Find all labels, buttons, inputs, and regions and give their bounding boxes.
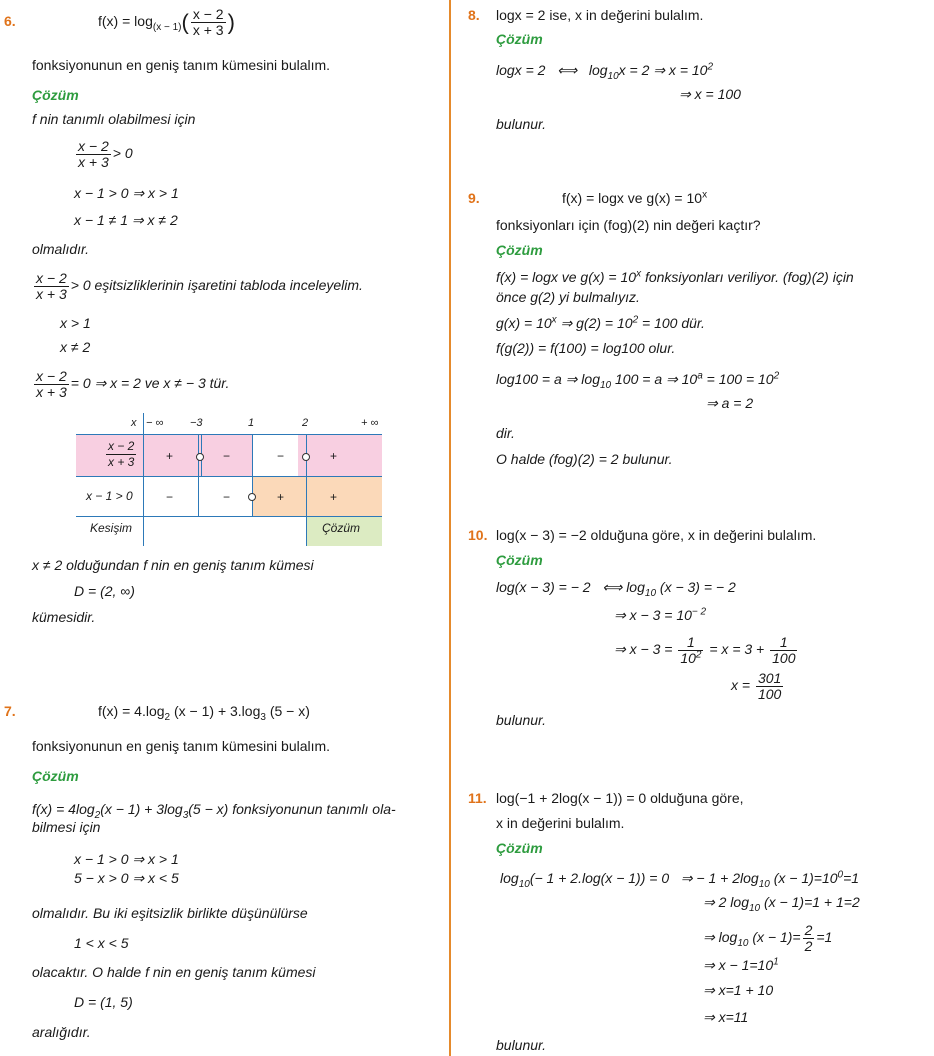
q10-statement: log(x − 3) = −2 olduğuna göre, x in değerini bulalım. — [496, 527, 817, 543]
problem-number-8: 8. — [468, 7, 480, 23]
q10-end: bulunur. — [496, 712, 547, 728]
q6-domain: D = (2, ∞) — [74, 583, 135, 599]
tick-neg-inf: − ∞ — [146, 417, 164, 429]
q7-cond2: 5 − x > 0 ⇒ x < 5 — [74, 870, 179, 886]
problem-number-6: 6. — [4, 13, 16, 29]
table-x-label: x — [131, 417, 137, 429]
q7-line3: olmalıdır. Bu iki eşitsizlik birlikte düşünülürse — [32, 905, 308, 921]
row1-sign-2: − — [223, 449, 231, 463]
q9-line2: önce g(2) yi bulmalıyız. — [496, 289, 640, 305]
q11-statement1: log(−1 + 2log(x − 1)) = 0 olduğuna göre, — [496, 790, 744, 806]
q9-line1: f(x) = logx ve $g(x) = 10^x$ fonksiyonları veriliyor. (fog)(2) için — [496, 268, 854, 285]
q9-line3: $g(x) = 10^x$ ⇒ $g(2) = 10^2 = 100$ dür. — [496, 314, 705, 331]
q7-line1: $f(x) = 4\log_2(x - 1) + 3\log_3(5 - x)$ fonksiyonunun tanımlı ola- — [32, 801, 396, 821]
column-divider — [449, 0, 451, 1056]
row1-sign-4: + — [330, 449, 338, 463]
q6-condition2: x − 1 ≠ 1 ⇒ x ≠ 2 — [74, 212, 178, 228]
kesisim-label: Kesişim — [90, 521, 133, 535]
q7-line4: olacaktır. O halde f nin en geniş tanım kümesi — [32, 964, 316, 980]
q8-solution-heading: Çözüm — [496, 31, 543, 47]
q11-end: bulunur. — [496, 1037, 547, 1053]
q6-x-ne-2: x ≠ 2 — [60, 339, 91, 355]
q7-line2: bilmesi için — [32, 819, 101, 835]
problem-number-10: 10. — [468, 527, 488, 543]
q7-solution-heading: Çözüm — [32, 768, 79, 784]
q8-end: bulunur. — [496, 116, 547, 132]
q10-line1: log(x − 3) = − 2 ⟺ $\log_{10} (x - 3)$ = − 2 — [496, 579, 736, 599]
cozum-label: Çözüm — [322, 521, 361, 535]
row2-label: x − 1 > 0 — [86, 489, 133, 503]
q9-line6: ⇒ a = 2 — [706, 395, 754, 411]
q9-statement: fonksiyonları için (fog)(2) nin değeri kaçtır? — [496, 217, 761, 233]
q11-statement2: x in değerini bulalım. — [496, 815, 625, 831]
q7-line5: aralığıdır. — [32, 1024, 91, 1040]
row2-sign-1: − — [166, 490, 174, 504]
row1-label: $\frac{x - 2}{x + 3}$ — [108, 439, 135, 469]
q8-statement: logx = 2 ise, x in değerini bulalım. — [496, 7, 704, 23]
q6-statement: fonksiyonunun en geniş tanım kümesini bulalım. — [32, 57, 331, 73]
open-circle-2 — [302, 453, 310, 461]
q6-x-gt-1: x > 1 — [60, 315, 91, 331]
tick-1: 1 — [248, 417, 255, 429]
q6-equation: $\frac{x - 2}{x + 3}$ = 0 ⇒ x = 2 ve x ≠ − 3 tür. — [36, 367, 230, 400]
problem-number-9: 9. — [468, 190, 480, 206]
q9-line4: f(g(2)) = f(100) = log100 olur. — [496, 340, 676, 356]
q9-line5: log100 = a ⇒ $\log_{10} 100 = a$ ⇒ $10^a = 100 = 10^2$ — [496, 370, 780, 391]
sign-table — [76, 413, 382, 546]
problem-number-7: 7. — [4, 703, 16, 719]
tick-pos-inf: + ∞ — [361, 417, 379, 429]
q6-func-base: (x − 1) — [152, 21, 182, 33]
q6-condition1: x − 1 > 0 ⇒ x > 1 — [74, 185, 179, 201]
row1-sign-3: − — [277, 449, 285, 463]
q10-line4: x = $\frac{301}{100}$ — [731, 669, 782, 702]
q8-line1: logx = 2 ⟺ $\log_{10}x = 2$ ⇒ $x = 10^2$ — [496, 61, 714, 82]
row2-sign-2: − — [223, 490, 231, 504]
tick-2: 2 — [302, 417, 309, 429]
q11-line2: ⇒ 2 $\log_{10} (x - 1)=1 + 1=2$ — [703, 894, 860, 914]
q11-line3: ⇒ $\log_{10} (x - 1)=$ $\frac{2}{2}$ =1 — [703, 921, 833, 954]
q9-end: O halde (fog)(2) = 2 bulunur. — [496, 451, 673, 467]
q9-dir: dir. — [496, 425, 515, 441]
tick-neg3: −3 — [190, 417, 203, 429]
q9-solution-heading: Çözüm — [496, 242, 543, 258]
q6-solution-heading: Çözüm — [32, 87, 79, 103]
q11-line5: ⇒ x=1 + 10 — [703, 982, 774, 998]
q9-function: f(x) = logx ve $g(x) = 10^x$ — [562, 189, 708, 206]
q7-statement: fonksiyonunun en geniş tanım kümesini bulalım. — [32, 738, 331, 754]
q8-line2: ⇒ x = 100 — [679, 86, 741, 102]
q6-function: $f(x) = \log_{(x - 1)}$( $\frac{x - 2}{x + 3}$ ) — [98, 5, 235, 38]
q7-function: $f(x) = 4.\log_2$ $(x - 1) + 3.\log_3$ (5 − x) — [98, 703, 310, 723]
q7-range: 1 < x < 5 — [74, 935, 129, 951]
q10-line3: ⇒ x − 3 = $\frac{1}{10^2}$ = x = 3 + $\frac{1}{100}$ — [614, 633, 796, 666]
open-circle-1 — [248, 493, 256, 501]
row2-cell-c — [252, 477, 382, 516]
q11-line4: ⇒ $x - 1=10^1$ — [703, 956, 779, 973]
open-circle-neg3 — [196, 453, 204, 461]
q11-solution-heading: Çözüm — [496, 840, 543, 856]
q6-kumesidir: kümesidir. — [32, 609, 96, 625]
q6-func-lhs: f(x) = log — [98, 13, 153, 29]
q6-olmalidir: olmalıdır. — [32, 241, 90, 257]
q6-inequality: $\frac{x - 2}{x + 3}$ > 0 — [78, 137, 133, 170]
row2-sign-4: + — [330, 490, 338, 504]
q6-sign-intro: $\frac{x - 2}{x + 3}$ > 0 eşitsizliklerinin işaretini tabloda inceleyelim. — [36, 269, 363, 302]
q10-solution-heading: Çözüm — [496, 552, 543, 568]
q10-line2: ⇒ $x - 3 = 10^{- 2}$ — [614, 606, 707, 623]
q6-after1: x ≠ 2 olduğundan f nin en geniş tanım kümesi — [32, 557, 314, 573]
problem-number-11: 11. — [468, 790, 487, 806]
q6-line1: f nin tanımlı olabilmesi için — [32, 111, 196, 127]
q11-line6: ⇒ x=11 — [703, 1009, 749, 1025]
q11-line1: $\log_{10}(- 1 + 2.\log(x - 1)) = 0$ ⇒ − $1 + 2\log_{10}$ $(x - 1)=10^0=1$ — [500, 869, 860, 890]
q7-domain: D = (1, 5) — [74, 994, 133, 1010]
row1-sign-1: + — [166, 449, 174, 463]
q6-func-fraction: $\frac{x - 2}{x + 3}$ — [192, 5, 224, 38]
row2-sign-3: + — [277, 490, 285, 504]
q7-cond1: x − 1 > 0 ⇒ x > 1 — [74, 851, 179, 867]
